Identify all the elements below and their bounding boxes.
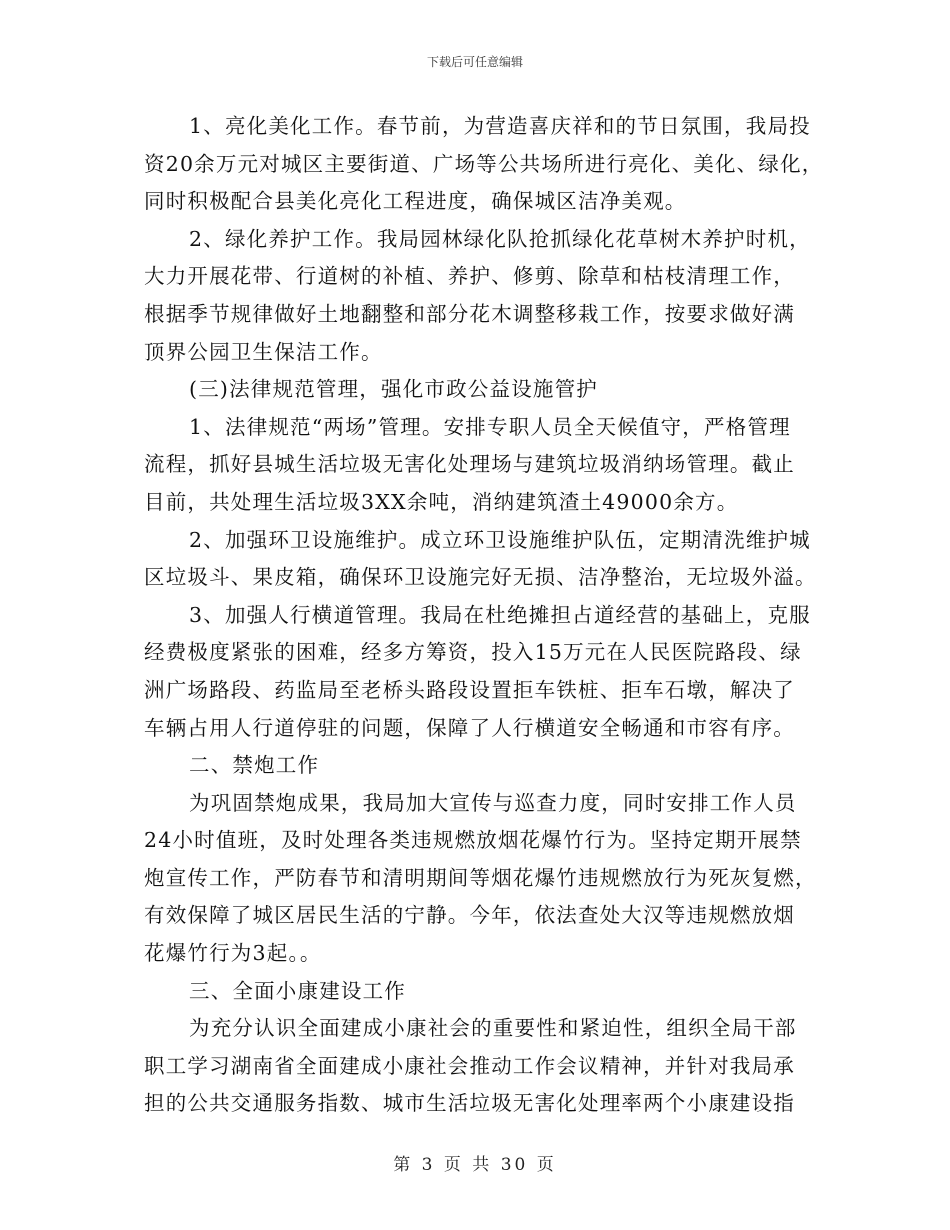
paragraph-line: 车辆占用人行道停驻的问题，保障了人行横道安全畅通和市容有序。 — [144, 715, 795, 740]
page-header: 下载后可任意编辑 — [426, 55, 523, 69]
paragraph-line: 24小时值班，及时处理各类违规燃放烟花爆竹行为。坚持定期开展禁 — [144, 828, 802, 853]
paragraph-line: 2、加强环卫设施维护。成立环卫设施维护队伍，定期清洗维护城 — [189, 527, 811, 552]
page-footer: 第 3 页 共 30 页 — [393, 1155, 557, 1175]
document-body — [144, 108, 824, 1123]
paragraph-line: 有效保障了城区居民生活的宁静。今年，依法查处大汉等违规燃放烟 — [144, 903, 795, 928]
paragraph-line: 2、绿化养护工作。我局园林绿化队抢抓绿化花草树木养护时机， — [189, 226, 811, 251]
paragraph-line: 为巩固禁炮成果，我局加大宣传与巡查力度，同时安排工作人员 — [189, 790, 797, 815]
paragraph-line: 顶界公园卫生保洁工作。 — [144, 339, 383, 364]
paragraph-line: 洲广场路段、药监局至老桥头路段设置拒车铁桩、拒车石墩，解决了 — [144, 677, 795, 702]
section-heading: 二、禁炮工作 — [189, 753, 320, 778]
paragraph-line: 大力开展花带、行道树的补植、养护、修剪、除草和枯枝清理工作， — [144, 264, 795, 289]
paragraph-line: 区垃圾斗、果皮箱，确保环卫设施完好无损、洁净整治，无垃圾外溢。 — [144, 565, 817, 590]
paragraph-line: 流程，抓好县城生活垃圾无害化处理场与建筑垃圾消纳场管理。截止 — [144, 452, 795, 477]
paragraph-line: 3、加强人行横道管理。我局在杜绝摊担占道经营的基础上，克服 — [189, 602, 811, 627]
paragraph-line: 担的公共交通服务指数、城市生活垃圾无害化处理率两个小康建设指 — [144, 1091, 795, 1116]
paragraph-line: 经费极度紧张的困难，经多方筹资，投入15万元在人民医院路段、绿 — [144, 640, 802, 665]
paragraph-line: 资20余万元对城区主要街道、广场等公共场所进行亮化、美化、绿化， — [144, 151, 824, 176]
paragraph-line: 1、法律规范“两场”管理。安排专职人员全天候值守，严格管理 — [189, 414, 791, 439]
paragraph-line: 1、亮化美化工作。春节前，为营造喜庆祥和的节日氛围，我局投 — [189, 114, 811, 138]
paragraph-line: 为充分认识全面建成小康社会的重要性和紧迫性，组织全局干部 — [189, 1016, 797, 1041]
paragraph-line: 根据季节规律做好土地翻整和部分花木调整移栽工作，按要求做好满 — [144, 301, 795, 326]
paragraph-line: 职工学习湖南省全面建成小康社会推动工作会议精神，并针对我局承 — [144, 1053, 795, 1078]
paragraph-line: 花爆竹行为3起。。 — [144, 941, 322, 966]
section-heading: 三、全面小康建设工作 — [189, 978, 406, 1003]
paragraph-line: 目前，共处理生活垃圾3XX余吨，消纳建筑渣土49000余方。 — [144, 489, 739, 514]
section-heading: (三)法律规范管理，强化市政公益设施管护 — [189, 377, 598, 402]
paragraph-line: 炮宣传工作，严防春节和清明期间等烟花爆竹违规燃放行为死灰复燃， — [144, 865, 817, 890]
paragraph-line: 同时积极配合县美化亮化工程进度，确保城区洁净美观。 — [144, 189, 687, 214]
